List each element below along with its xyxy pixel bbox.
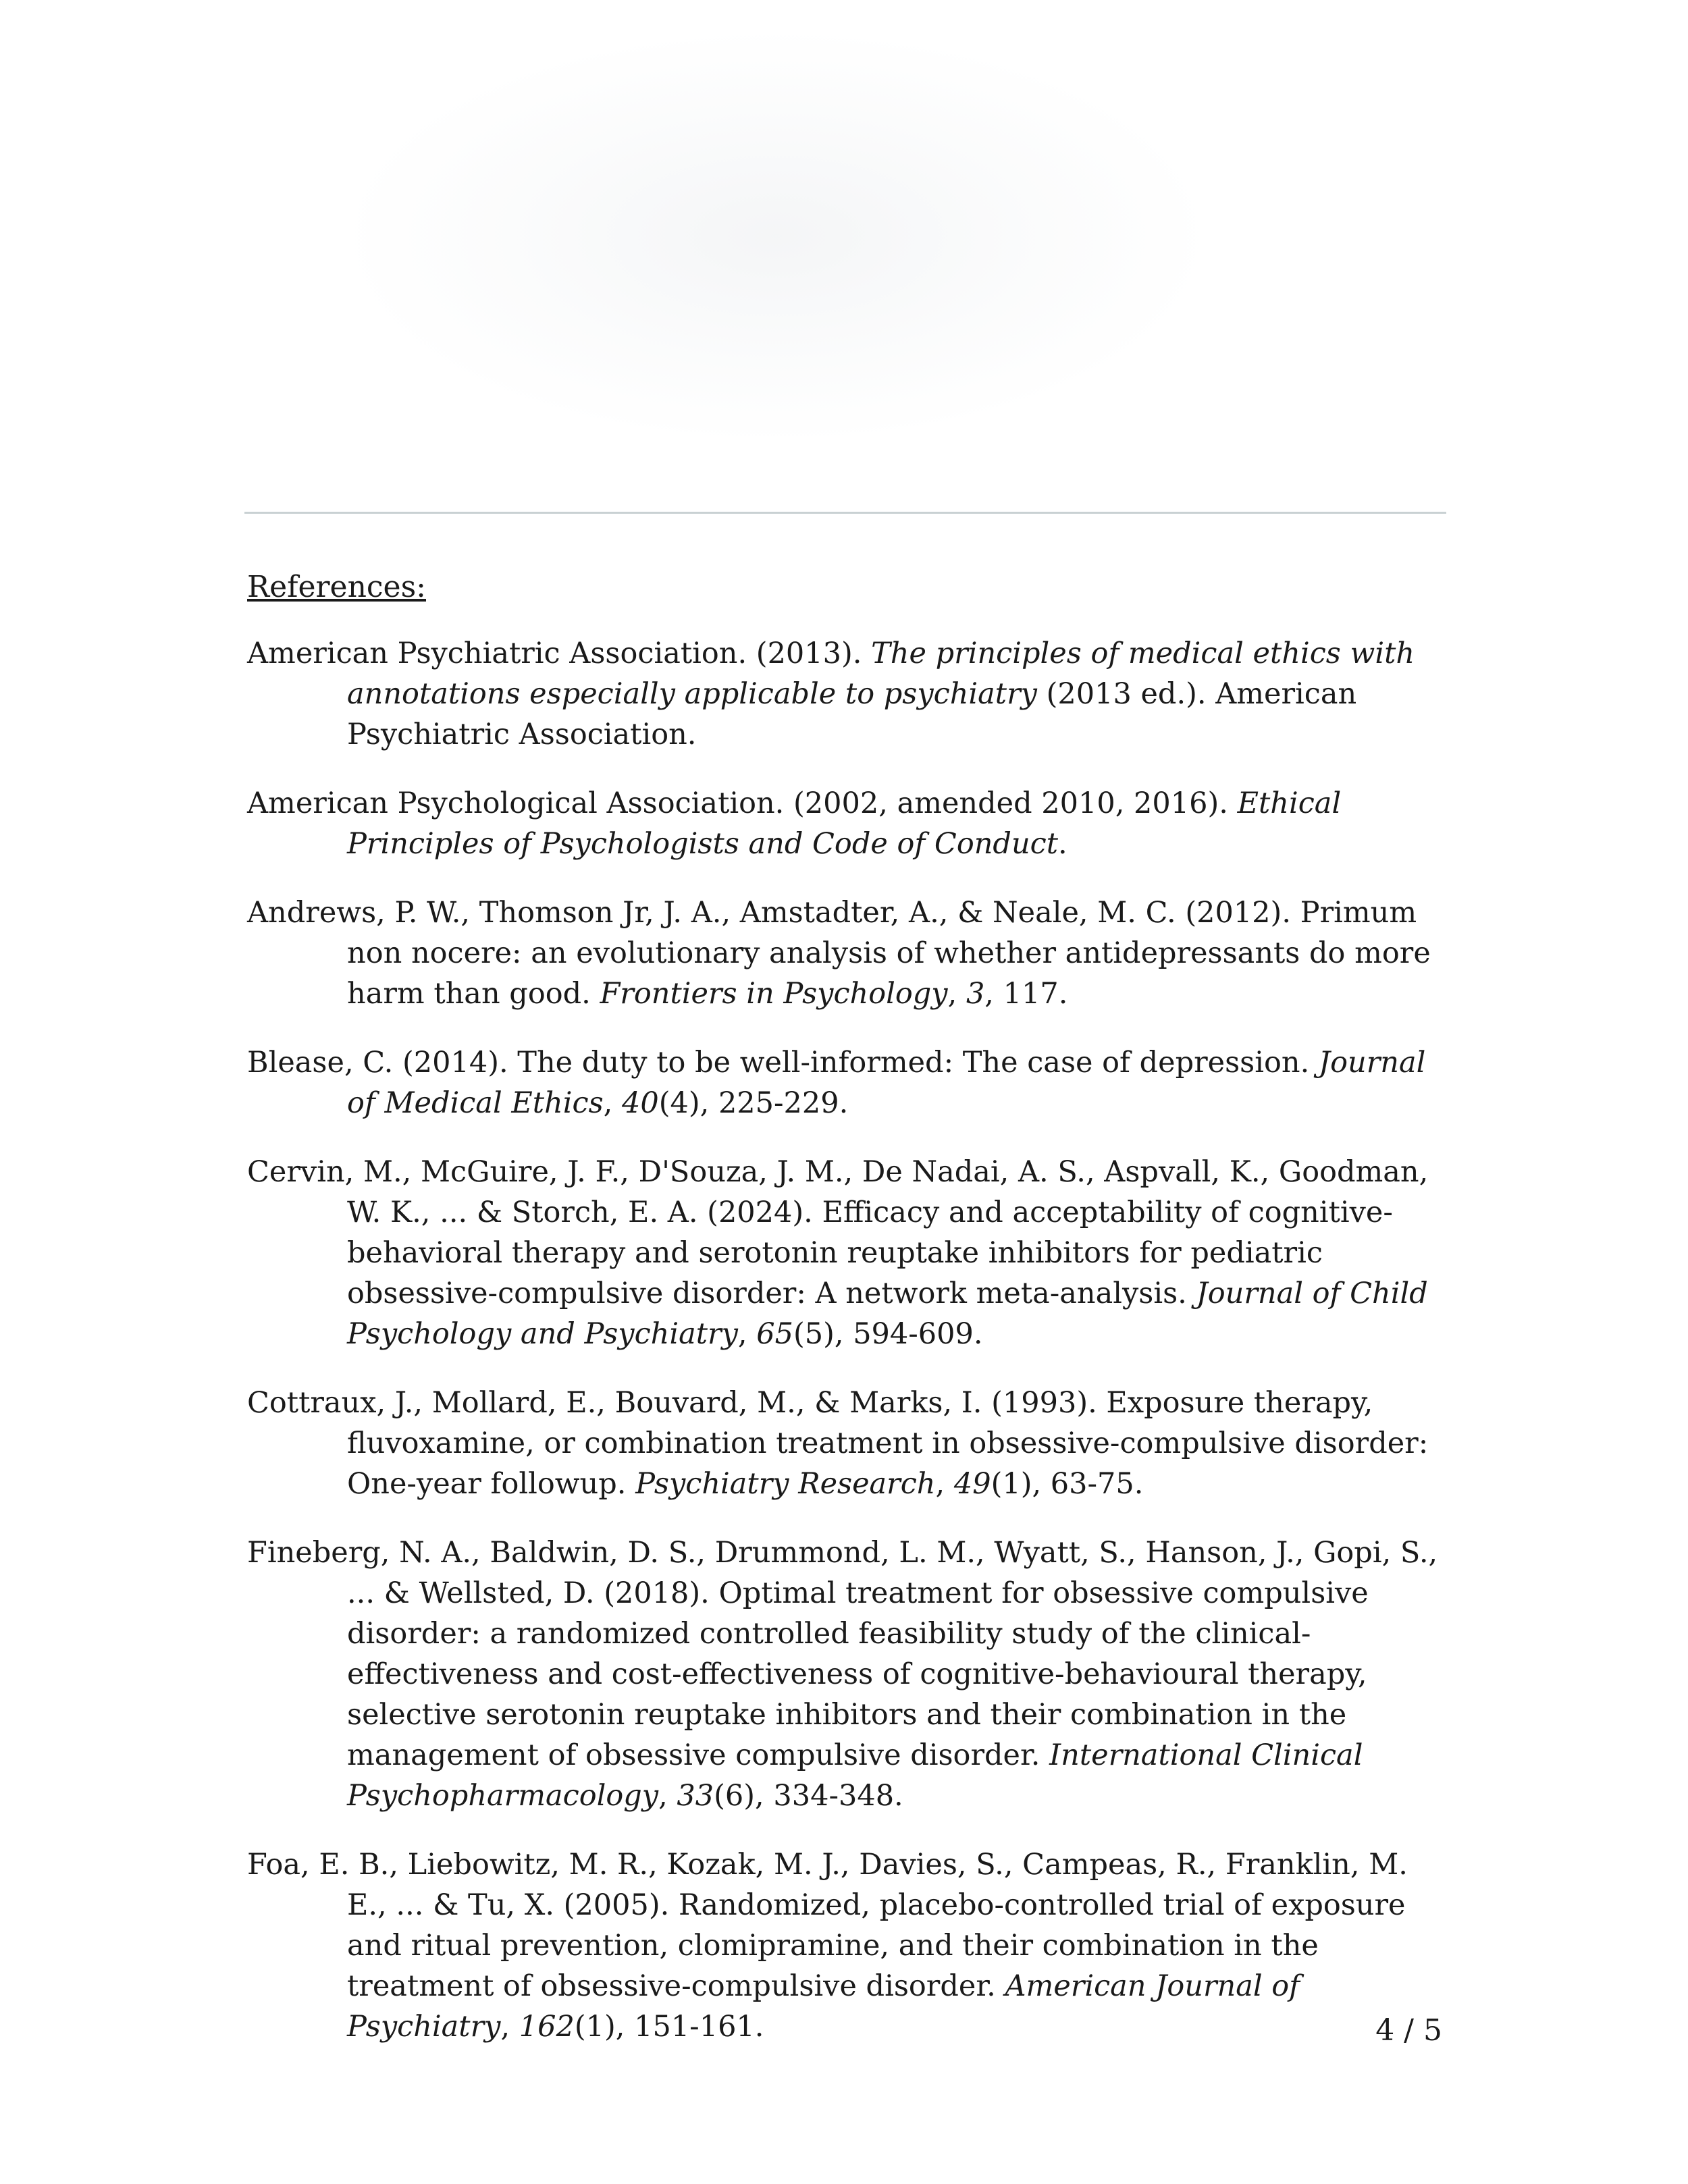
ref-journal: Journal of Child Psychology and Psychiatry xyxy=(347,1277,1428,1351)
reference-item xyxy=(247,1844,1449,2047)
ref-text: . xyxy=(1058,827,1067,861)
ref-text: Cervin, M., McGuire, J. F., D'Souza, J. M., De Nadai, A. S., Aspvall, K., Goodman, W. K., ... & Storch, E. A. (2024). Efficacy and acceptability of cognitive-behavioral therapy and serotonin reuptake inhibitors for pediatric obsessive-compulsive disorder: A network meta-analysis. xyxy=(247,1155,1429,1310)
ref-journal: Psychiatry Research xyxy=(635,1467,936,1501)
ref-text: American Psychiatric Association. (2013). xyxy=(247,637,872,670)
ref-text: Foa, E. B., Liebowitz, M. R., Kozak, M. J., Davies, S., Campeas, R., Franklin, M. E., ... & Tu, X. (2005). Randomized, placebo-controlled trial of exposure and ritual prevention, clomipramine, and their combination in the treatment of obsessive-compulsive disorder. xyxy=(247,1848,1408,2003)
ref-text: (5), 594-609. xyxy=(793,1317,983,1351)
ref-volume: 49 xyxy=(953,1467,991,1501)
ref-volume: 162 xyxy=(519,2010,575,2044)
ref-journal: American Journal of Psychiatry xyxy=(347,1969,1300,2044)
ref-text: , xyxy=(603,1086,622,1120)
ref-text: (1), 63-75. xyxy=(991,1467,1144,1501)
reference-list xyxy=(247,633,1449,2047)
ref-volume: 3 xyxy=(966,977,985,1011)
reference-item xyxy=(247,1042,1449,1123)
reference-item xyxy=(247,893,1449,1014)
ref-text: Cottraux, J., Mollard, E., Bouvard, M., & Marks, I. (1993). Exposure therapy, fluvoxamine, or combination treatment in obsessive-compulsive disorder: One-year followup. xyxy=(247,1386,1429,1501)
ref-volume: 33 xyxy=(677,1779,714,1813)
ref-journal: International Clinical Psychopharmacology xyxy=(347,1738,1363,1813)
ref-volume: 65 xyxy=(756,1317,793,1351)
ref-text: (4), 225-229. xyxy=(658,1086,849,1120)
references-heading: References: xyxy=(247,570,426,604)
ref-journal: Journal of Medical Ethics xyxy=(347,1046,1426,1120)
ref-text: , xyxy=(947,977,966,1011)
ref-text: Andrews, P. W., Thomson Jr, J. A., Amstadter, A., & Neale, M. C. (2012). Primum non nocere: an evolutionary analysis of whether antidepressants do more harm than good. xyxy=(247,896,1431,1011)
ref-text: (6), 334-348. xyxy=(714,1779,903,1813)
ref-text: , xyxy=(658,1779,677,1813)
ref-text: Blease, C. (2014). The duty to be well-informed: The case of depression. xyxy=(247,1046,1319,1080)
ref-title: Ethical Principles of Psychologists and Code of Conduct xyxy=(347,787,1342,861)
reference-item xyxy=(247,1533,1449,1816)
horizontal-divider xyxy=(244,512,1446,514)
ref-text: Fineberg, N. A., Baldwin, D. S., Drummond, L. M., Wyatt, S., Hanson, J., Gopi, S., ... & Wellsted, D. (2018). Optimal treatment for obsessive compulsive disorder: a randomized controlled feasibility study of the clinical-effectiveness and cost-effectiveness of cognitive-behavioural therapy, selective serotonin reuptake inhibitors and their combination in the management of obsessive compulsive disorder. xyxy=(247,1536,1438,1772)
ref-journal: Frontiers in Psychology xyxy=(600,977,948,1011)
ref-title: The principles of medical ethics with annotations especially applicable to psychiatry xyxy=(347,637,1415,711)
ref-text: , 117. xyxy=(984,977,1068,1011)
ref-volume: 40 xyxy=(621,1086,659,1120)
ref-text: (1), 151-161. xyxy=(574,2010,764,2044)
reference-item xyxy=(247,1152,1449,1354)
faded-watermark-image xyxy=(338,27,1215,446)
ref-text: American Psychological Association. (2002, amended 2010, 2016). xyxy=(247,787,1238,820)
ref-text: , xyxy=(935,1467,954,1501)
ref-text: (2013 ed.). American Psychiatric Association. xyxy=(347,677,1357,751)
references-section xyxy=(247,567,1449,2075)
reference-item xyxy=(247,633,1449,755)
ref-text: , xyxy=(500,2010,519,2044)
ref-text: , xyxy=(737,1317,757,1351)
reference-item xyxy=(247,783,1449,864)
reference-item xyxy=(247,1383,1449,1504)
page-number: 4 / 5 xyxy=(1375,2013,1442,2048)
